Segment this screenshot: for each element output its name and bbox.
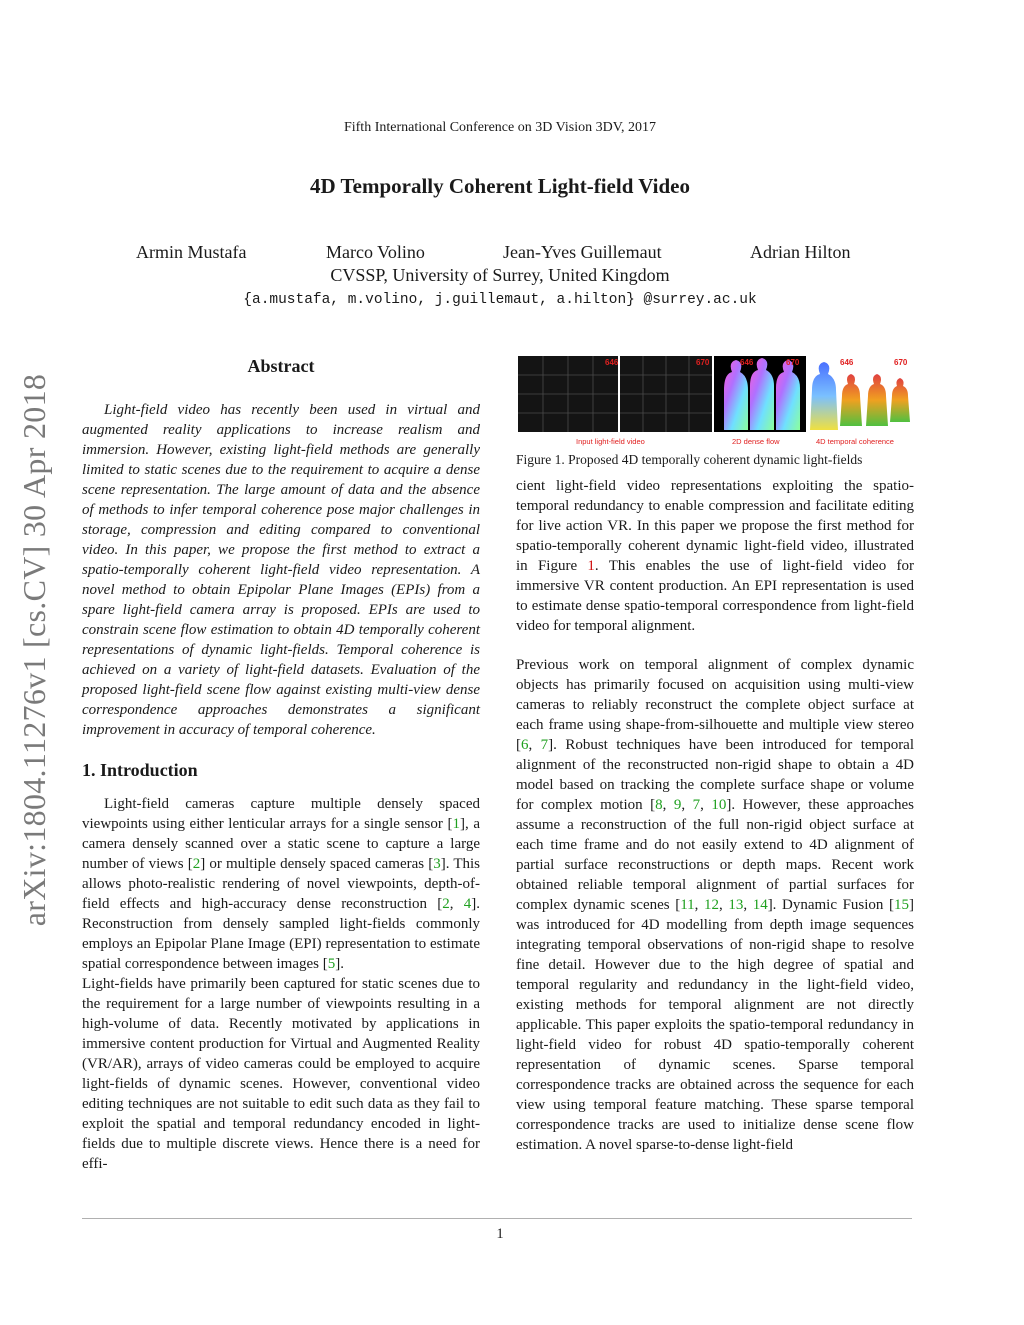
intro-paragraph-2 [82, 974, 480, 1174]
text-run: Light-fields have primarily been captured for static scenes due to the requirement for a large number of viewpoints resulting in a high-volume of data. Recently motivated by applications in immersive content production for Virtual and Augmented Reality (VR/AR), arrays of video cameras could be employed to acquire light-fields of dynamic scenes. However, conventional video editing techniques are not suitable to edit such data as they fail to exploit the spatial and temporal redundancy encoded in light-fields due to multiple discrete views. Hence there is a need for effi- [82, 976, 480, 1172]
arxiv-identifier: arXiv:1804.11276v1 [cs.CV] 30 Apr 2018 [16, 373, 52, 927]
citation-link[interactable]: 12 [704, 897, 719, 913]
text-run: , [719, 897, 729, 913]
citation-link[interactable]: 8 [655, 797, 663, 813]
text-run: ]. However, these approaches assume a reconstruction of the full non-rigid object surface at each time frame and do not easily extend to 4D alignment of partial surface reconstructions or depth maps. Recent work obtained reliable temporal alignment of partial surfaces for complex dynamic scenes [ [516, 797, 915, 913]
text-run: ]. Dynamic Fusion [ [767, 897, 895, 913]
text-run: Light-field cameras capture multiple densely spaced viewpoints using either lenticular arrays for a single sensor [ [82, 796, 480, 832]
text-run: ]. This allows photo-realistic rendering of novel viewpoints, depth-of-field effects and high-accuracy dense reconstruction [ [82, 856, 480, 912]
right-paragraph-1 [516, 476, 914, 636]
citation-link[interactable]: 15 [894, 897, 910, 913]
text-run: , [694, 897, 704, 913]
temporal-coherence-silhouettes [810, 362, 910, 430]
introduction-body [82, 794, 480, 1174]
footer-rule [82, 1218, 912, 1219]
intro-paragraph-1 [82, 794, 480, 974]
text-run: ] was introduced for 4D modelling from depth image sequences integrating temporal observations of non-rigid shape to resolve fine detail. However due to the high degree of spatial and temporal regularity and redundancy in the light-field video, existing methods for temporal alignment are not directly applicable. This paper exploits the spatio-temporal redundancy in light-field video for robust 4D spatio-temporally coherent representation of dynamic scenes. Sparse temporal correspondence tracks are obtained across the sequence for each view using temporal feature matching. These sparse temporal correspondence tracks are used to initialize dense scene flow estimation. A novel sparse-to-dense light-field [516, 897, 915, 1153]
text-run: Previous work on temporal alignment of complex dynamic objects has primarily focused on acquisition using multi-view cameras to reliably reconstruct the complete object surface at each frame using shape-from-silhouette and multiple view stereo [ [516, 657, 914, 753]
frame-label-670: 670 [696, 358, 710, 367]
panel-label-dense-flow: 2D dense flow [732, 437, 780, 446]
text-run: , [681, 797, 693, 813]
citation-link[interactable]: 13 [728, 897, 744, 913]
author-2: Marco Volino [326, 242, 425, 262]
author-4: Adrian Hilton [750, 242, 851, 262]
text-run: ]. Robust techniques have been introduced for temporal alignment of the reconstructed non-rigid shape to obtain a 4D model based on tracking the complete surface shape or volume for complex motion [ [516, 737, 915, 813]
citation-link[interactable]: 2 [192, 856, 201, 872]
abstract-heading: Abstract [247, 356, 315, 376]
figure-1 [518, 356, 912, 448]
right-paragraph-2 [516, 655, 914, 1155]
text-run: , [662, 797, 674, 813]
conference-name: Fifth International Conference on 3D Vision 3DV, 2017 [343, 120, 657, 135]
abstract-body [82, 400, 480, 740]
right-column-body [516, 476, 914, 1155]
citation-link[interactable]: 7 [540, 737, 549, 753]
citation-link[interactable]: 4 [463, 896, 472, 912]
citation-link[interactable]: 6 [521, 737, 529, 753]
text-run: ]. [335, 956, 344, 972]
text-run: , [700, 797, 712, 813]
citation-link[interactable]: 5 [327, 956, 336, 972]
introduction-heading: 1. Introduction [82, 760, 198, 780]
citation-link[interactable]: 11 [680, 897, 695, 913]
flow-frame-label-646: 646 [740, 358, 754, 367]
citation-link[interactable]: 14 [752, 897, 768, 913]
citation-link[interactable]: 1 [452, 816, 460, 832]
panel-label-coherence: 4D temporal coherence [816, 437, 894, 446]
affiliation: CVSSP, University of Surrey, United Kingdom [330, 265, 670, 285]
text-run: . This enables the use of light-field video for immersive VR content production. An EPI representation is used to estimate dense spatio-temporal correspondence from light-field video for temporal alignment. [516, 558, 914, 634]
citation-link[interactable]: 7 [692, 797, 701, 813]
text-run: , [528, 737, 541, 753]
figure-1-graphic [518, 356, 912, 448]
abstract-paragraph: Light-field video has recently been used in virtual and augmented reality applications to increase realism and immersion. However, existing light-field methods are generally limited to static scenes due to the requirement to acquire a dense scene representation. The large amount of data and the absence of methods to infer temporal coherence pose major challenges in storage, compression and editing compared to conventional video. In this paper, we propose the first method to extract a spatio-temporally coherent light-field video representation. A novel method to obtain Epipolar Plane Images (EPIs) from a spare light-field camera array is proposed. EPIs are used to constrain scene flow estimation to obtain 4D temporally coherent representations of dynamic light-fields. Temporal coherence is achieved on a variety of light-field datasets. Evaluation of the proposed light-field scene flow against existing multi-view dense correspondence approaches demonstrates a significant improvement in accuracy of temporal coherence. [82, 402, 480, 738]
text-run: ] or multiple densely spaced cameras [ [200, 856, 434, 872]
author-emails: {a.mustafa, m.volino, j.guillemaut, a.hilton} @surrey.ac.uk [243, 292, 757, 308]
paper-title: 4D Temporally Coherent Light-field Video [310, 174, 690, 198]
figure-link[interactable]: 1 [587, 558, 595, 574]
citation-link[interactable]: 10 [711, 797, 727, 813]
text-run: , [449, 896, 464, 912]
author-3: Jean-Yves Guillemaut [503, 242, 662, 262]
text-run: cient light-field video representations exploiting the spatio-temporal redundancy to enable compression and facilitate editing for live action VR. In this paper we propose the first method for spatio-temporally coherent dynamic light-field video, illustrated in Figure [516, 478, 914, 574]
panel-label-input: Input light-field video [576, 437, 645, 446]
citation-link[interactable]: 2 [442, 896, 450, 912]
text-run: ]. Reconstruction from densely sampled light-fields commonly employs an Epipolar Plane Image (EPI) representation to estimate spatial correspondence between images [ [82, 896, 480, 972]
page-number: 1 [496, 1226, 504, 1242]
text-run: , [743, 897, 753, 913]
figure-1-caption: Figure 1. Proposed 4D temporally coherent dynamic light-fields [516, 452, 863, 467]
citation-link[interactable]: 9 [673, 797, 682, 813]
dense-flow-silhouettes [724, 358, 800, 430]
text-run: ], a camera densely scanned over a static scene to capture a large number of views [ [82, 816, 481, 872]
frame-label-646: 646 [605, 358, 619, 367]
author-1: Armin Mustafa [136, 242, 247, 262]
citation-link[interactable]: 3 [433, 856, 441, 872]
coherence-frame-label-670: 670 [894, 358, 908, 367]
flow-frame-label-670: 670 [786, 358, 800, 367]
coherence-frame-label-646: 646 [840, 358, 854, 367]
